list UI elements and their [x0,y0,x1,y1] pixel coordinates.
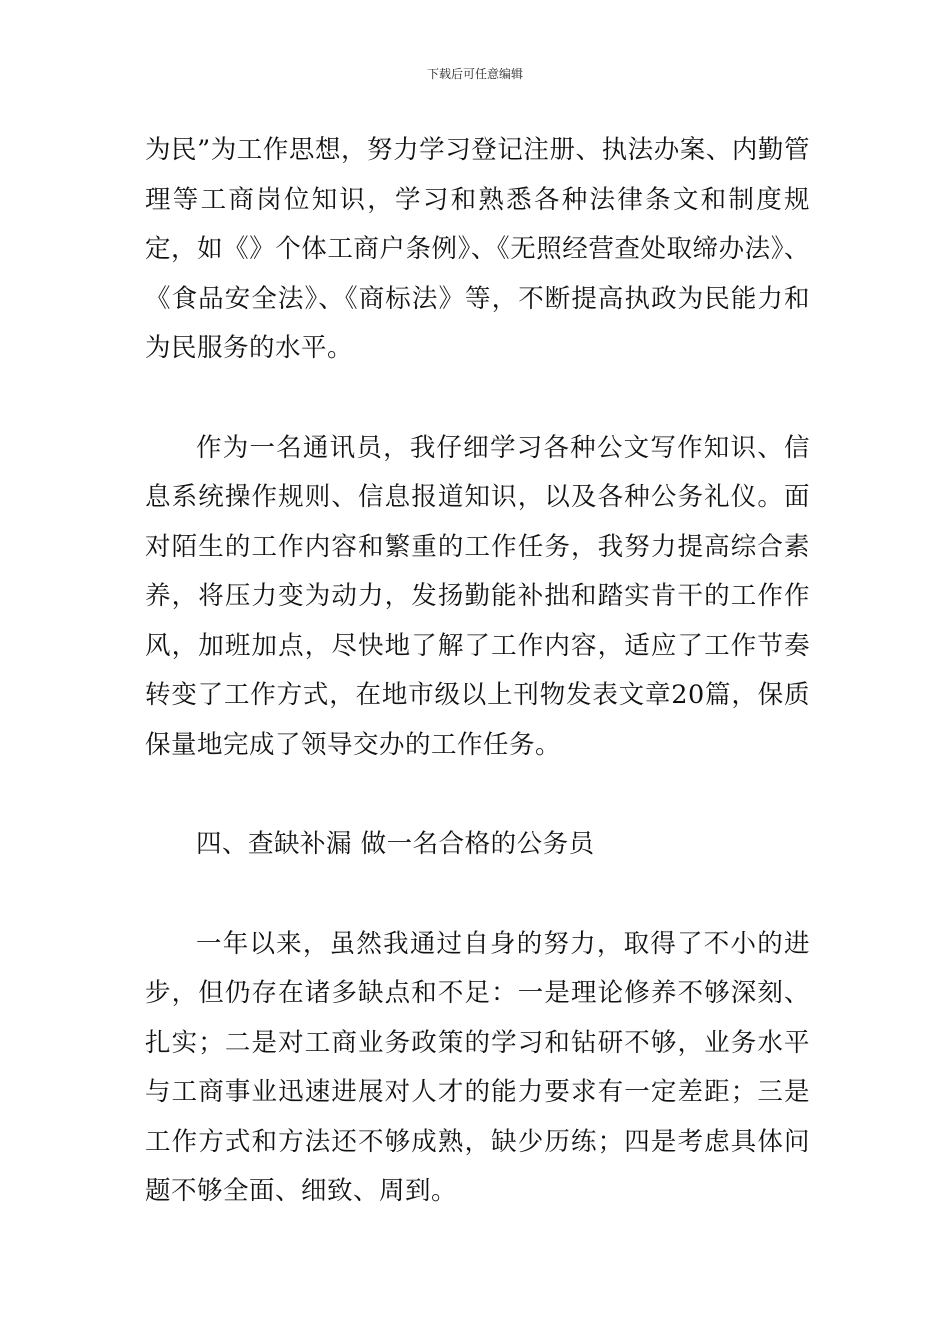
section-heading: 四、查缺补漏 做一名合格的公务员 [196,829,595,859]
document-body [145,126,810,1217]
paragraph-shortcomings: 一年以来，虽然我通过自身的努力，取得了不小的进步，但仍存在诸多缺点和不足：一是理论修养不够深刻、扎实；二是对工商业务政策的学习和钻研不够，业务水平与工商事业迅速进展对人才的能力要求有一定差距；三是工作方式和方法还不够成熟，缺少历练；四是考虑具体问题不够全面、细致、周到。 [145,928,810,1206]
paragraph-correspondent: 作为一名通讯员，我仔细学习各种公文写作知识、信息系统操作规则、信息报道知识，以及各种公务礼仪。面对陌生的工作内容和繁重的工作任务，我努力提高综合素养，将压力变为动力，发扬勤能补拙和踏实肯干的工作作风，加班加点，尽快地了解了工作内容，适应了工作节奏转变了工作方式，在地市级以上刊物发表文章20篇，保质保量地完成了领导交办的工作任务。 [145,432,810,760]
page-header: 下载后可任意编辑 [426,67,523,81]
paragraph-continued: 为民”为工作思想，努力学习登记注册、执法办案、内勤管理等工商岗位知识，学习和熟悉各种法律条文和制度规定，如《》个体工商户条例》、《无照经营查处取缔办法》、《食品安全法》、《商标法》等，不断提高执政为民能力和为民服务的水平。 [145,135,810,363]
